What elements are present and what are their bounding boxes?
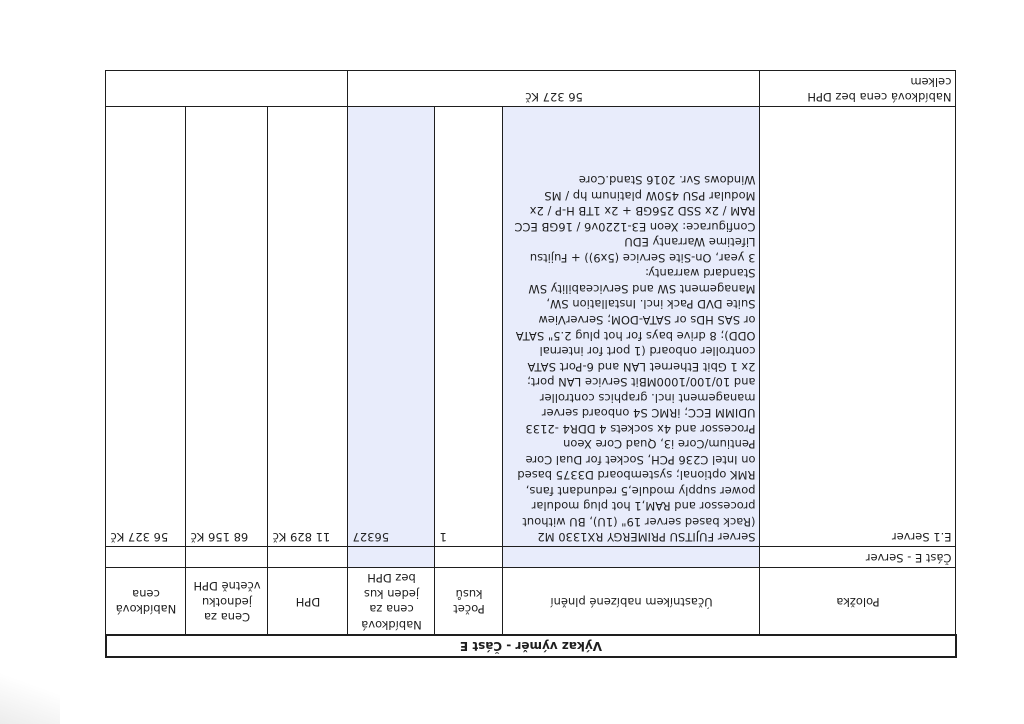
section-label: Část E - Server <box>760 547 956 568</box>
total-row <box>106 71 956 107</box>
unit-price-vat-cell: 68 156 Kč <box>186 107 268 547</box>
scan-edge-shadow <box>0 660 60 724</box>
header-vat: DPH <box>268 567 348 635</box>
header-unit-price: Nabídková cena za jeden kus bez DPH <box>348 567 435 635</box>
table-row <box>106 107 956 547</box>
section-cell-total <box>106 547 186 568</box>
section-cell-vat <box>268 547 348 568</box>
total-label: Nabídková cena bez DPH celkem <box>760 71 956 107</box>
total-value: 56 327 Kč <box>348 71 760 107</box>
header-row <box>106 567 956 635</box>
item-cell: E.1 Server <box>760 107 956 547</box>
table-title: Výkaz výměr - Část E <box>106 635 956 657</box>
description-cell: Server FUJITSU PRIMERGY RX1330 M2 (Rack based server 19" (1U), BU without processor and RAM,1 hot plug modular power supply module,5 redundant fans, RMK optional; systemboard D3375 based on Intel C236 PCH, Socket for Dual Core Pentium/Core i3, Quad Core Xeon Processor and 4x sockets 4 DDR4 -2133 UDIMM ECC; iRMC S4 onboard server management incl. graphics controller and 10/100/1000MBit Service LAN port; 2x 1 Gbit Ethernet LAN and 6-Port SATA controller onboard (1 port for internal ODD); 8 drive bays for hot plug 2.5" SATA or SAS HDs or SATA-DOM; ServerView Suite DVD Pack incl. Installation SW, Management SW and Serviceability SW Standard warranty: 3 year, On-Site Service (5x9)) + Fujitsu Lifetime Warranty EDU Configurace: Xeon E3-1220v6 / 16GB ECC RAM / 2x SSD 256GB + 2x 1TB H-P / 2x Modular PSU 450W platinum hp / MS Windows Svr. 2016 Stand.Core <box>503 107 760 547</box>
header-description: Účastníkem nabízené plnění <box>503 567 760 635</box>
total-blank <box>106 71 348 107</box>
header-unit-price-vat: Cena za jednotku včetně DPH <box>186 567 268 635</box>
quantity-cell: 1 <box>435 107 503 547</box>
total-cell: 56 327 Kč <box>106 107 186 547</box>
document-sheet <box>107 70 957 658</box>
section-row <box>106 547 956 568</box>
title-row <box>106 635 956 657</box>
vat-cell: 11 829 Kč <box>268 107 348 547</box>
section-cell-qty <box>435 547 503 568</box>
header-item: Položka <box>760 567 956 635</box>
header-quantity: Počet kusů <box>435 567 503 635</box>
section-cell-desc <box>503 547 760 568</box>
unit-price-cell: 56327 <box>348 107 435 547</box>
header-total: Nabídková cena <box>106 567 186 635</box>
section-cell-unit-price-vat <box>186 547 268 568</box>
section-cell-unit-price <box>348 547 435 568</box>
bill-of-quantities-table <box>105 70 957 658</box>
